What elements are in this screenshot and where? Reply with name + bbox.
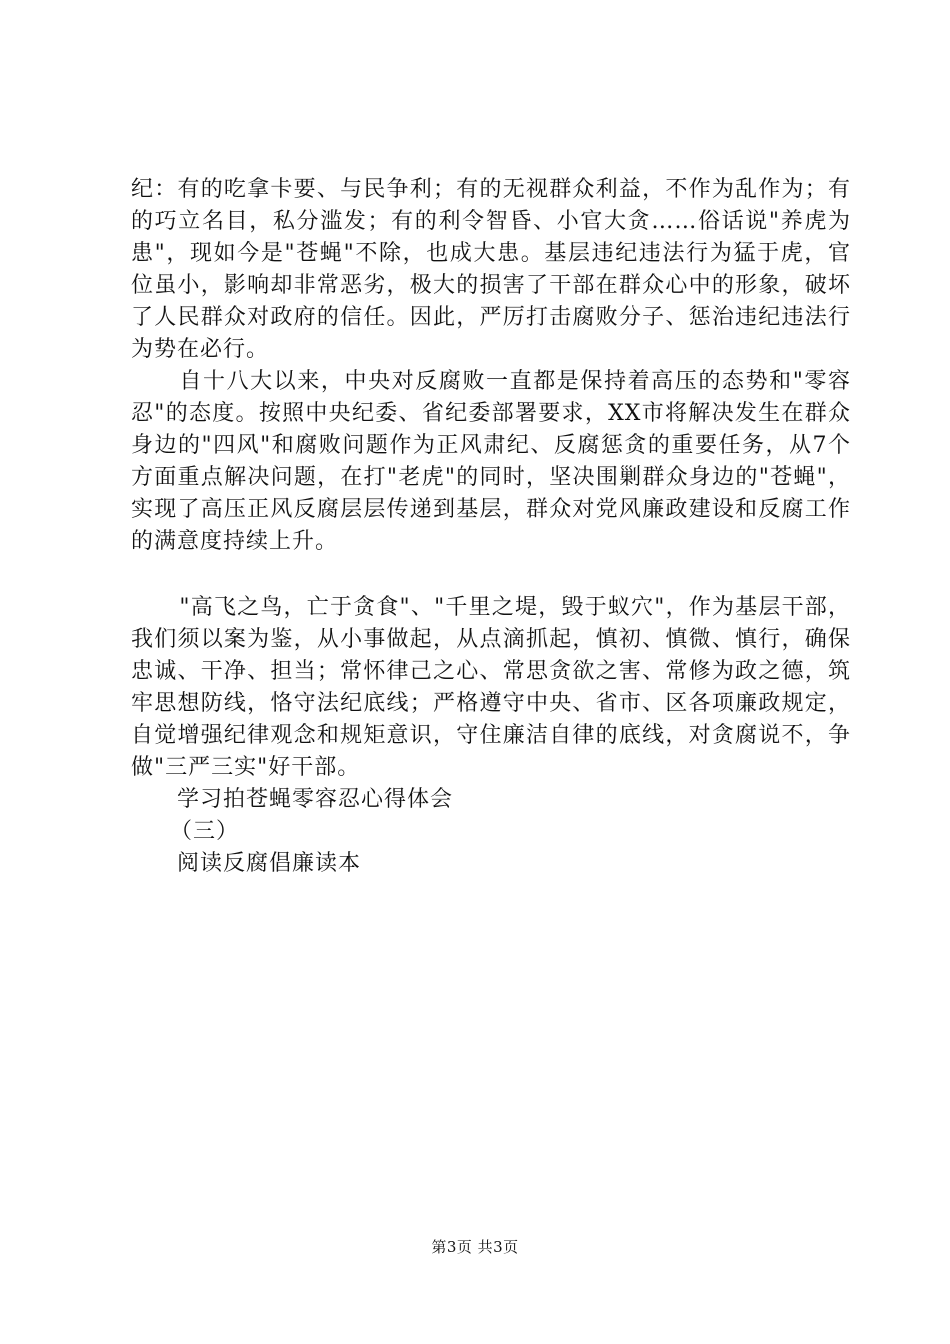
page-number-footer: 第3页 共3页 [431, 1238, 519, 1256]
paragraph-grassroots-cadres: "高飞之鸟，亡于贪食"、"千里之堤，毁于蚁穴"，作为基层干部，我们须以案为鉴，从小事做起，从点滴抓起，慎初、慎微、慎行，确保忠诚、干净、担当；常怀律己之心、常思贪欲之害、常修为政之德，筑牢思想防线，恪守法纪底线；严格遵守中央、省市、区各项廉政规定，自觉增强纪律观念和规矩意识，守住廉洁自律的底线，对贪腐说不，争做"三严三实"好干部。 [131, 595, 851, 780]
next-heading: 阅读反腐倡廉读本 [177, 851, 362, 876]
section-marker: （三） [170, 819, 240, 844]
document-title-line: 学习拍苍蝇零容忍心得体会 [177, 787, 454, 812]
paragraph-central-anti-corruption: 自十八大以来，中央对反腐败一直都是保持着高压的态势和"零容忍"的态度。按照中央纪委、省纪委部署要求，XX市将解决发生在群众身边的"四风"和腐败问题作为正风肃纪、反腐惩贪的重要任务，从7个方面重点解决问题，在打"老虎"的同时，坚决围剿群众身边的"苍蝇"，实现了高压正风反腐层层传递到基层，群众对党风廉政建设和反腐工作的满意度持续上升。 [131, 369, 851, 554]
paragraph-discipline-violations: 纪：有的吃拿卡要、与民争利；有的无视群众利益，不作为乱作为；有的巧立名目，私分滥发；有的利令智昏、小官大贪……俗话说"养虎为患"，现如今是"苍蝇"不除，也成大患。基层违纪违法行为猛于虎，官位虽小，影响却非常恶劣，极大的损害了干部在群众心中的形象，破坏了人民群众对政府的信任。因此，严厉打击腐败分子、惩治违纪违法行为势在必行。 [131, 177, 851, 362]
